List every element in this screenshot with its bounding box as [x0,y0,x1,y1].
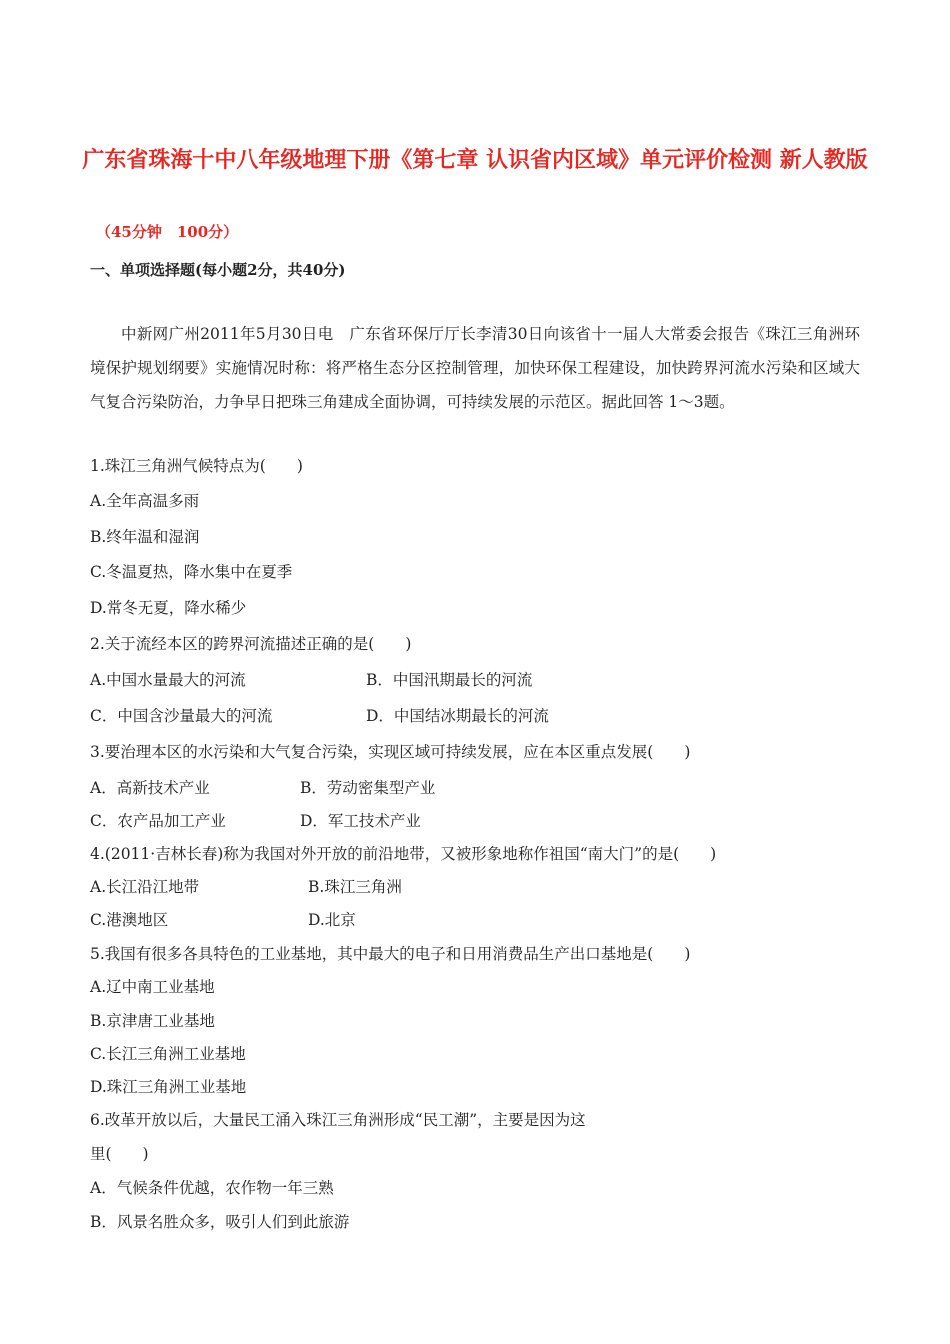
question-4-option-b: B.珠江三角洲 [308,878,402,896]
question-6-option-b: B．风景名胜众多，吸引人们到此旅游 [90,1213,350,1231]
question-1-option-a: A.全年高温多雨 [90,492,200,510]
time-score-note: （45分钟 100分） [96,223,239,241]
question-5-stem: 5.我国有很多各具特色的工业基地，其中最大的电子和日用消费品生产出口基地是( ) [90,945,691,963]
question-3-option-a: A．高新技术产业 [90,779,210,797]
question-2-option-c: C．中国含沙量最大的河流 [90,707,273,725]
question-5-option-b: B.京津唐工业基地 [90,1012,215,1030]
question-3-option-b: B．劳动密集型产业 [300,779,436,797]
question-4-option-a: A.长江沿江地带 [90,878,200,896]
question-4-option-d: D.北京 [308,911,356,929]
document-title: 广东省珠海十中八年级地理下册《第七章 认识省内区域》单元评价检测 新人教版 [82,147,868,173]
section-heading: 一、单项选择题(每小题2分，共40分) [90,261,346,279]
question-2-option-a: A.中国水量最大的河流 [90,671,246,689]
intro-paragraph: 中新网广州2011年5月30日电 广东省环保厅厅长李清30日向该省十一届人大常委会报告《珠江三角洲环境保护规划纲要》实施情况时称：将严格生态分区控制管理，加快环保工程建设，加快跨界河流水污染和区域大气复合污染防治，力争早日把珠三角建成全面协调，可持续发展的示范区。据此回答 1～3题。 [90,325,860,411]
question-2-option-d: D．中国结冰期最长的河流 [366,707,549,725]
question-6-stem-line-2: 里( ) [90,1145,149,1163]
question-2-stem: 2.关于流经本区的跨界河流描述正确的是( ) [90,635,412,653]
question-1-option-d: D.常冬无夏，降水稀少 [90,599,247,617]
question-1-option-b: B.终年温和湿润 [90,528,200,546]
question-5-option-d: D.珠江三角洲工业基地 [90,1078,247,1096]
question-1-stem: 1.珠江三角洲气候特点为( ) [90,457,303,475]
question-3-option-d: D．军工技术产业 [300,812,421,830]
question-1-option-c: C.冬温夏热，降水集中在夏季 [90,563,293,581]
question-5-option-c: C.长江三角洲工业基地 [90,1045,246,1063]
question-6-option-a: A．气候条件优越，农作物一年三熟 [90,1179,334,1197]
question-3-stem: 3.要治理本区的水污染和大气复合污染，实现区域可持续发展，应在本区重点发展( ) [90,743,691,761]
question-4-option-c: C.港澳地区 [90,911,169,929]
question-2-option-b: B．中国汛期最长的河流 [366,671,533,689]
question-4-stem: 4.(2011·吉林长春)称为我国对外开放的前沿地带，又被形象地称作祖国“南大门”的是( ) [90,845,717,863]
question-6-stem-line-1: 6.改革开放以后，大量民工涌入珠江三角洲形成“民工潮”，主要是因为这 [90,1111,586,1129]
question-3-option-c: C．农产品加工产业 [90,812,226,830]
question-5-option-a: A.辽中南工业基地 [90,978,215,996]
